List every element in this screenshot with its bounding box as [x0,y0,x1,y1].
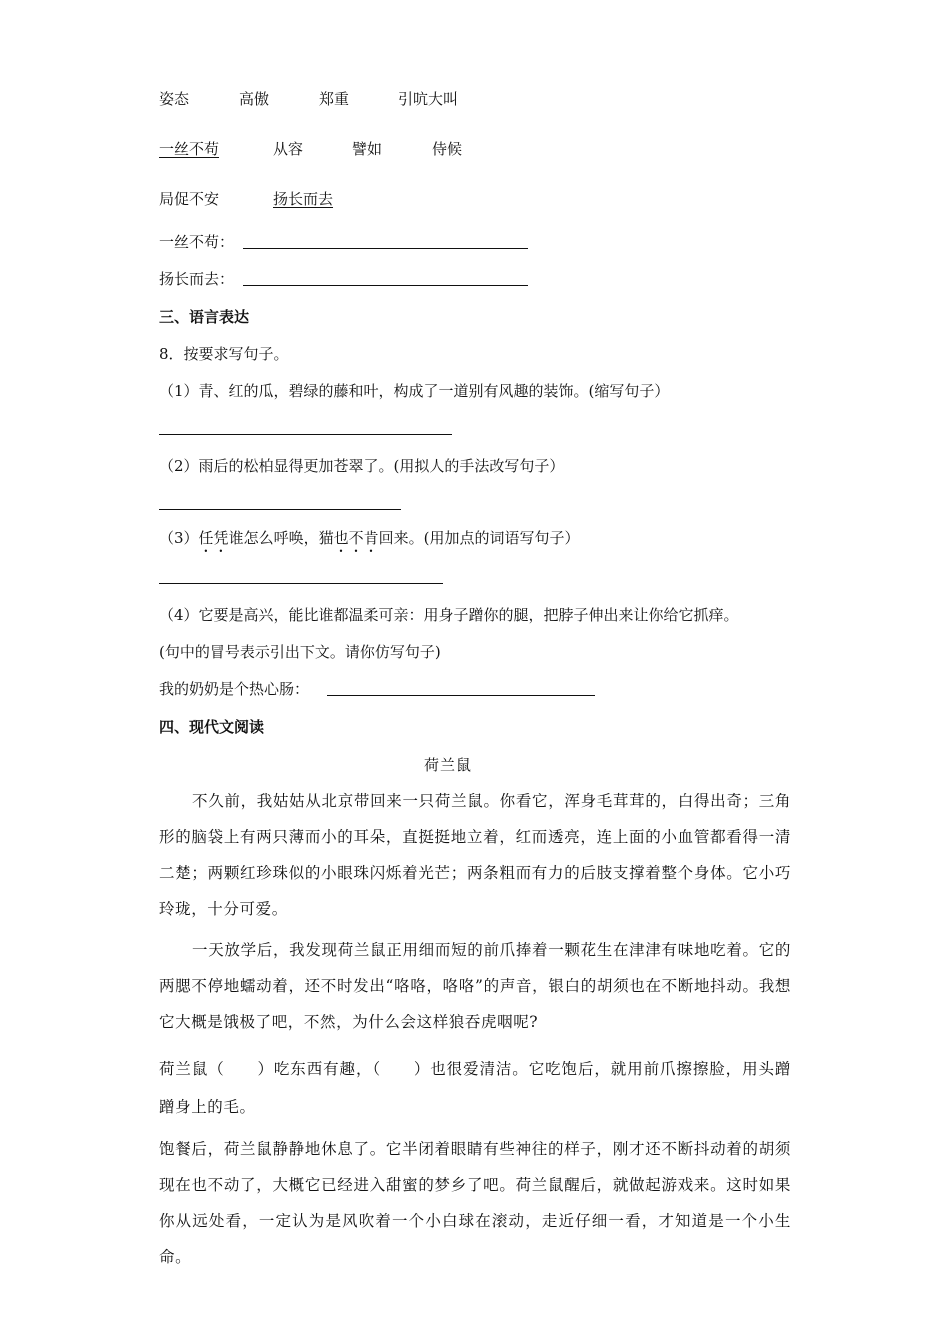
word-item: 郑重 [319,90,350,108]
word-item-underlined: 扬长而去 [273,190,334,208]
question-text: （2）雨后的松柏显得更加苍翠了。(用拟人的手法改写句子） [159,457,565,475]
question-number: 8．按要求写句子。 [159,345,289,363]
question-text: (句中的冒号表示引出下文。请你仿写句子) [159,643,441,661]
word-item: 从容 [273,140,304,158]
answer-blank[interactable] [159,509,401,510]
word-item-underlined: 一丝不苟 [159,140,220,158]
word-item: 高傲 [239,90,270,108]
section-title: 四、现代文阅读 [159,718,265,736]
answer-blank[interactable] [327,695,595,696]
word-item: 侍候 [432,140,463,158]
answer-blank[interactable] [243,285,528,286]
question-part: 回来。(用加点的词语写句子） [378,529,580,547]
dotted-word: 也不肯 [333,529,379,547]
word-item: 譬如 [352,140,383,158]
question-prompt: 我的奶奶是个热心肠： [159,680,310,698]
fill-line-label: 扬长而去： [159,270,235,288]
word-item: 局促不安 [159,190,220,208]
question-text: （4）它要是高兴，能比谁都温柔可亲：用身子蹭你的腿，把脖子伸出来让你给它抓痒。 [159,606,739,624]
question-part: 谁怎么呼唤，猫 [228,529,334,547]
fill-line-label: 一丝不苟： [159,233,235,251]
article-paragraph: 荷兰鼠（ ）吃东西有趣，（ ）也很爱清洁。它吃饱后，就用前爪擦擦脸，用头蹭蹭身上的毛。 [159,1060,791,1116]
answer-blank[interactable] [159,583,443,584]
answer-blank[interactable] [159,434,452,435]
article-paragraph: 一天放学后，我发现荷兰鼠正用细而短的前爪捧着一颗花生在津津有味地吃着。它的两腮不停地蠕动着，还不时发出“咯咯，咯咯”的声音，银白的胡须也在不断地抖动。我想它大概是饿极了吧，不然，为什么会这样狼吞虎咽呢? [159,941,791,1031]
word-item: 引吭大叫 [398,90,459,108]
question-text: （1）青、红的瓜，碧绿的藤和叶，构成了一道别有风趣的装饰。(缩写句子） [159,382,670,400]
question-text [159,527,579,556]
answer-blank[interactable] [243,248,528,249]
word-item: 姿态 [159,90,190,108]
dotted-word: 任凭 [198,529,229,547]
article-paragraph: 不久前，我姑姑从北京带回来一只荷兰鼠。你看它，浑身毛茸茸的，白得出奇；三角形的脑袋上有两只薄而小的耳朵，直挺挺地立着，红而透亮，连上面的小血管都看得一清二楚；两颗红珍珠似的小眼珠闪烁着光芒；两条粗而有力的后肢支撑着整个身体。它小巧玲珑，十分可爱。 [159,792,791,918]
section-title: 三、语言表达 [159,308,250,326]
article-paragraph: 饱餐后，荷兰鼠静静地休息了。它半闭着眼睛有些神往的样子，刚才还不断抖动着的胡须现在也不动了，大概它已经进入甜蜜的梦乡了吧。荷兰鼠醒后，就做起游戏来。这时如果你从远处看，一定认为是风吹着一个小白球在滚动，走近仔细一看，才知道是一个小生命。 [159,1140,791,1266]
article-title: 荷兰鼠 [424,756,473,774]
question-part: （3） [159,529,199,547]
